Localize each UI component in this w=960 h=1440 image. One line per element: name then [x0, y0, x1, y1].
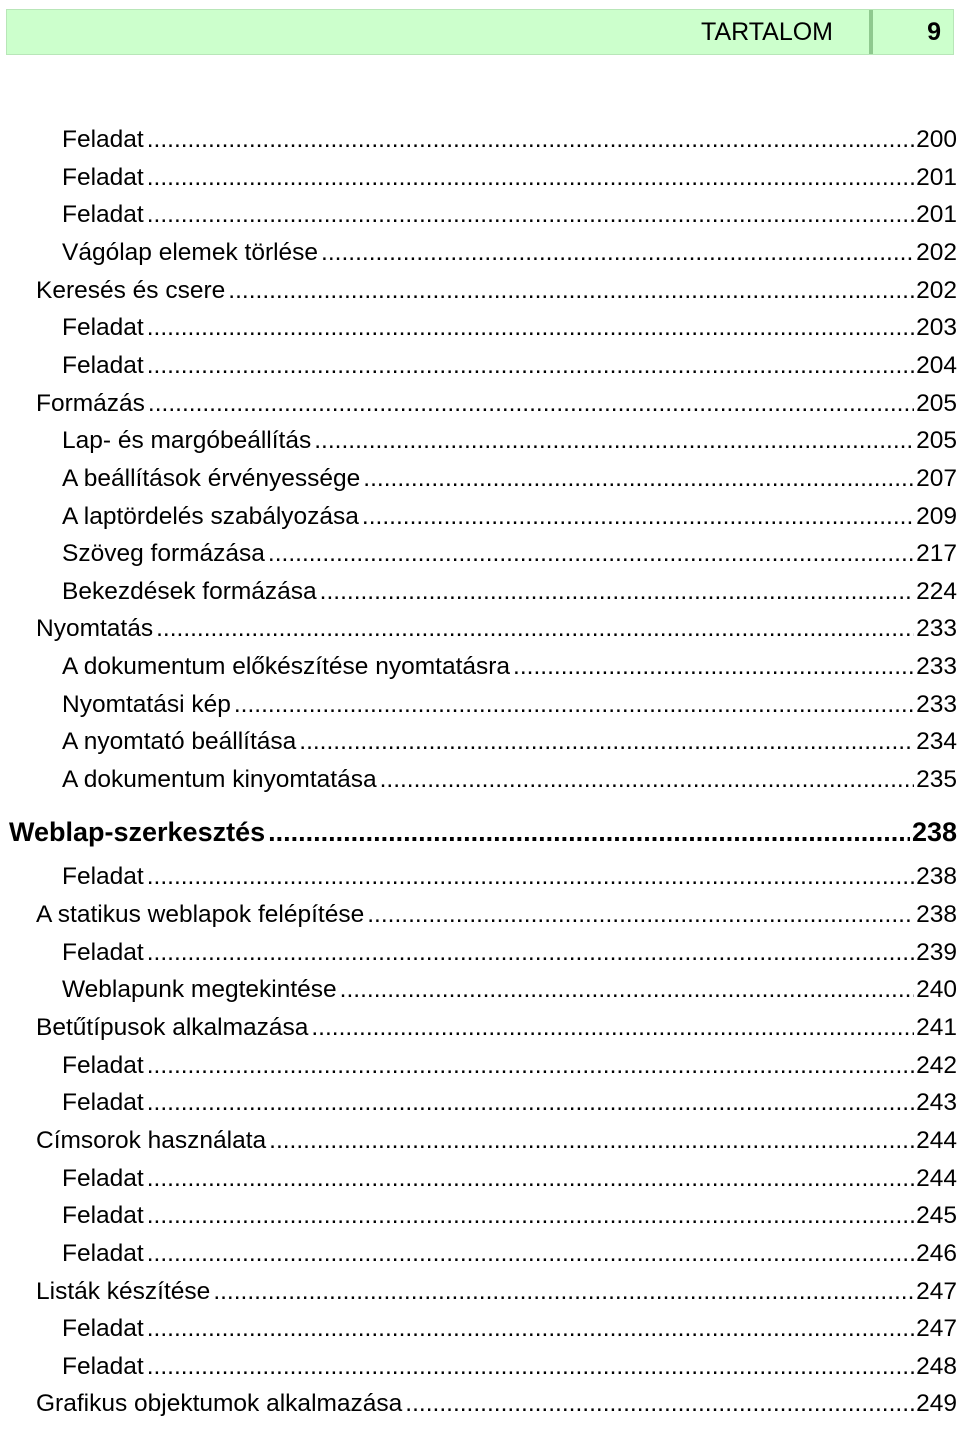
toc-entry	[62, 724, 957, 760]
toc-entry	[62, 122, 957, 158]
page-number: 9	[927, 17, 941, 46]
toc-entry-title: Keresés és csere	[36, 276, 226, 304]
toc-dot-leader	[213, 1274, 914, 1310]
toc-entry-page: 234	[916, 728, 957, 756]
toc-entry-title: A beállítások érvényessége	[62, 464, 361, 492]
toc-entry-page: 247	[916, 1315, 957, 1343]
toc-entry-page: 238	[911, 816, 957, 847]
toc-entry-page: 201	[916, 201, 957, 229]
toc-entry-title: Bekezdések formázása	[62, 577, 317, 605]
toc-entry-title: A dokumentum előkészítése nyomtatásra	[62, 653, 511, 681]
toc-entry-title: Weblap-szerkesztés	[9, 816, 266, 847]
toc-entry-page: 205	[916, 389, 957, 417]
toc-dot-leader	[340, 972, 914, 1008]
toc-entry-title: Nyomtatási kép	[62, 690, 231, 718]
page-header	[6, 9, 954, 55]
toc-entry	[62, 235, 957, 271]
toc-entry-title: Vágólap elemek törlése	[62, 238, 319, 266]
toc-entry	[36, 1386, 957, 1422]
toc-dot-leader	[234, 687, 914, 723]
toc-dot-leader	[147, 859, 914, 895]
toc-dot-leader	[147, 1161, 914, 1197]
toc-dot-leader	[147, 160, 914, 196]
toc-entry	[62, 461, 957, 497]
toc-entry-page: 200	[916, 126, 957, 153]
toc-entry-page: 224	[916, 577, 957, 605]
toc-entry-page: 245	[916, 1202, 957, 1230]
toc-entry-page: 243	[916, 1089, 957, 1117]
toc-entry-title: Grafikus objektumok alkalmazása	[36, 1390, 403, 1418]
toc-entry-page: 238	[916, 863, 957, 891]
toc-entry	[62, 160, 957, 196]
toc-entry-title: Feladat	[62, 1315, 144, 1343]
toc-entry-title: Listák készítése	[36, 1277, 211, 1305]
toc-entry-title: Feladat	[62, 314, 144, 342]
toc-entry	[36, 1010, 957, 1046]
toc-entry	[62, 574, 957, 610]
toc-entry	[62, 197, 957, 233]
toc-entry-title: Feladat	[62, 1089, 144, 1117]
toc-dot-leader	[147, 348, 914, 384]
toc-entry-title: Feladat	[62, 201, 144, 229]
toc-entry-page: 201	[916, 163, 957, 191]
toc-entry-title: Feladat	[62, 126, 144, 153]
toc-entry	[36, 1274, 957, 1310]
toc-dot-leader	[367, 897, 914, 933]
toc-entry-title: Feladat	[62, 1164, 144, 1192]
toc-dot-leader	[148, 386, 914, 422]
toc-entry-page: 207	[916, 464, 957, 492]
toc-entry-title: Feladat	[62, 1202, 144, 1230]
toc-entry	[62, 499, 957, 535]
toc-dot-leader	[314, 423, 914, 459]
toc-entry-page: 244	[916, 1164, 957, 1192]
toc-dot-leader	[299, 724, 914, 760]
toc-dot-leader	[147, 1085, 914, 1121]
toc-entry-title: Feladat	[62, 1352, 144, 1380]
toc-entry	[62, 649, 957, 685]
toc-dot-leader	[147, 1311, 914, 1347]
toc-chapter-entry	[9, 814, 957, 850]
toc-entry-page: 235	[916, 766, 957, 794]
toc-dot-leader	[362, 499, 914, 535]
toc-entry-page: 204	[916, 351, 957, 379]
toc-entry	[62, 1048, 957, 1084]
toc-entry	[62, 423, 957, 459]
toc-entry	[62, 536, 957, 572]
toc-dot-leader	[321, 235, 914, 271]
toc-entry-page: 233	[916, 653, 957, 681]
toc-entry	[36, 897, 957, 933]
toc-entry-title: Feladat	[62, 863, 144, 891]
toc-entry-title: A statikus weblapok felépítése	[36, 901, 365, 928]
toc-entry-title: Feladat	[62, 938, 144, 966]
toc-entry-title: Feladat	[62, 351, 144, 379]
toc-dot-leader	[147, 1349, 914, 1385]
toc-entry-title: Feladat	[62, 1239, 144, 1267]
toc-entry	[62, 1311, 957, 1347]
toc-entry	[62, 1161, 957, 1197]
toc-entry-page: 244	[916, 1126, 957, 1154]
toc-dot-leader	[269, 1123, 914, 1159]
header-title: TARTALOM	[701, 17, 833, 46]
toc-dot-leader	[156, 611, 914, 647]
toc-dot-leader	[147, 122, 914, 158]
toc-entry-title: Weblapunk megtekintése	[62, 976, 337, 1004]
toc-dot-leader	[147, 310, 914, 346]
toc-dot-leader	[268, 536, 914, 572]
toc-entry-page: 217	[916, 540, 957, 568]
toc-dot-leader	[147, 935, 914, 971]
toc-entry-title: Feladat	[62, 1051, 144, 1079]
toc-entry	[36, 273, 957, 309]
toc-dot-leader	[147, 1048, 914, 1084]
toc-entry-title: Lap- és margóbeállítás	[62, 427, 312, 455]
toc-entry-page: 249	[916, 1390, 957, 1418]
toc-entry-page: 247	[916, 1277, 957, 1305]
toc-entry	[62, 687, 957, 723]
toc-entry-title: A nyomtató beállítása	[62, 728, 297, 756]
toc-entry-page: 242	[916, 1051, 957, 1079]
toc-entry-page: 202	[916, 276, 957, 304]
toc-entry-page: 209	[916, 502, 957, 530]
toc-entry	[62, 1236, 957, 1272]
toc-entry	[62, 1085, 957, 1121]
toc-entry	[62, 310, 957, 346]
toc-dot-leader	[363, 461, 914, 497]
toc-entry-page: 238	[916, 901, 957, 928]
toc-dot-leader	[147, 1198, 914, 1234]
toc-entry-title: Címsorok használata	[36, 1126, 267, 1154]
toc-dot-leader	[320, 574, 914, 610]
toc-entry	[36, 386, 957, 422]
toc-entry-page: 241	[916, 1013, 957, 1041]
toc-dot-leader	[268, 814, 910, 850]
toc-entry-title: Formázás	[36, 389, 145, 417]
toc-dot-leader	[311, 1010, 914, 1046]
toc-dot-leader	[405, 1386, 914, 1422]
toc-dot-leader	[228, 273, 914, 309]
toc-entry-page: 240	[916, 976, 957, 1004]
toc-entry-title: Szöveg formázása	[62, 540, 265, 568]
toc-entry	[62, 1349, 957, 1385]
toc-entry-title: Betűtípusok alkalmazása	[36, 1013, 309, 1041]
toc-entry	[36, 611, 957, 647]
toc-entry-page: 202	[916, 238, 957, 266]
toc-entry	[62, 1198, 957, 1234]
toc-entry	[62, 859, 957, 895]
toc-entry-page: 246	[916, 1239, 957, 1267]
toc-entry-page: 233	[916, 615, 957, 643]
toc-dot-leader	[147, 1236, 914, 1272]
toc-entry-page: 239	[916, 938, 957, 966]
toc-dot-leader	[380, 762, 915, 798]
toc-entry	[62, 972, 957, 1008]
toc-entry-page: 248	[916, 1352, 957, 1380]
toc-entry	[62, 348, 957, 384]
toc-dot-leader	[147, 197, 914, 233]
toc-dot-leader	[513, 649, 914, 685]
toc-entry-title: A laptördelés szabályozása	[62, 502, 359, 530]
toc-entry-title: Nyomtatás	[36, 615, 154, 643]
toc-entry	[36, 1123, 957, 1159]
toc-entry-title: Feladat	[62, 163, 144, 191]
toc-entry	[62, 935, 957, 971]
toc-entry-title: A dokumentum kinyomtatása	[62, 766, 377, 794]
toc-entry	[62, 762, 957, 798]
toc-entry-page: 233	[916, 690, 957, 718]
toc-entry-page: 205	[916, 427, 957, 455]
toc-entry-page: 203	[916, 314, 957, 342]
